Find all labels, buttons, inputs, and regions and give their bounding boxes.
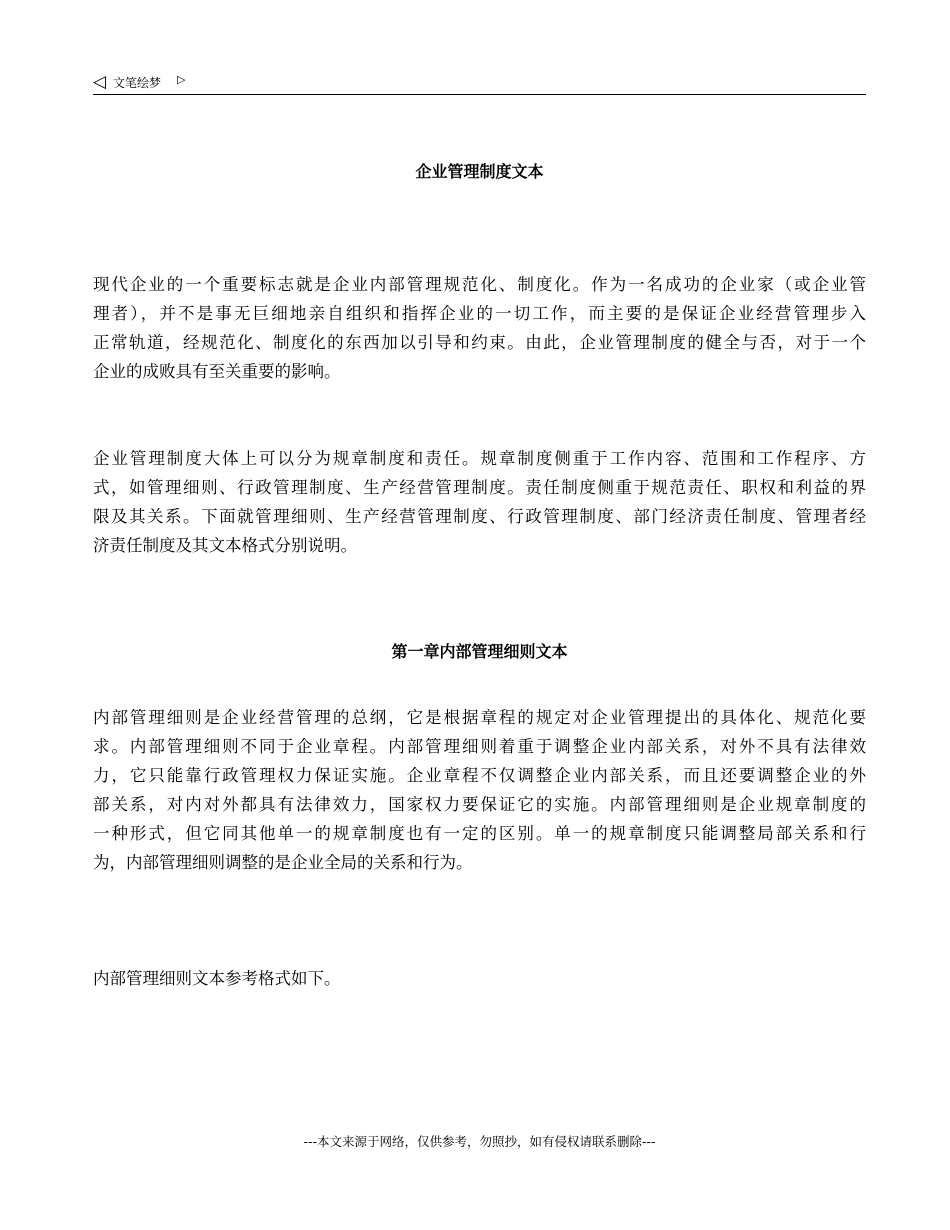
paragraph-line: 式，如管理细则、行政管理制度、生产经营管理制度。责任制度侧重于规范责任、职权和利益的界 <box>93 478 866 497</box>
intro-paragraph-1 <box>93 270 866 386</box>
paragraph-line: 内部管理细则文本参考格式如下。 <box>93 969 341 988</box>
paragraph-line: 内部管理细则是企业经营管理的总纲，它是根据章程的规定对企业管理提出的具体化、规范化要 <box>93 708 866 727</box>
page-header <box>93 72 866 95</box>
footer-disclaimer: ---本文来源于网络，仅供参考，勿照抄，如有侵权请联系删除--- <box>303 1134 656 1149</box>
paragraph-line: 部关系，对内对外都具有法律效力，国家权力要保证它的实施。内部管理细则是企业规章制度的 <box>93 795 866 814</box>
paragraph-line: 为，内部管理细则调整的是企业全局的关系和行为。 <box>93 853 473 872</box>
paragraph-line: 求。内部管理细则不同于企业章程。内部管理细则着重于调整企业内部关系，对外不具有法律效 <box>93 737 866 756</box>
chapter-title: 第一章内部管理细则文本 <box>391 642 568 661</box>
chapter-paragraph-1 <box>93 703 866 877</box>
paragraph-line: 济责任制度及其文本格式分别说明。 <box>93 536 357 555</box>
paragraph-line: 一种形式，但它同其他单一的规章制度也有一定的区别。单一的规章制度只能调整局部关系和行 <box>93 824 866 843</box>
paragraph-line: 限及其关系。下面就管理细则、生产经营管理制度、行政管理制度、部门经济责任制度、管理者经 <box>93 507 866 526</box>
right-triangle-icon: ▷ <box>177 73 186 86</box>
paragraph-line: 力，它只能靠行政管理权力保证实施。企业章程不仅调整企业内部关系，而且还要调整企业的外 <box>93 766 866 785</box>
paragraph-line: 正常轨道，经规范化、制度化的东西加以引导和约束。由此，企业管理制度的健全与否，对于一个 <box>93 333 866 352</box>
paragraph-line: 现代企业的一个重要标志就是企业内部管理规范化、制度化。作为一名成功的企业家（或企业管 <box>93 275 866 294</box>
paragraph-line: 企业管理制度大体上可以分为规章制度和责任。规章制度侧重于工作内容、范围和工作程序、方 <box>93 449 866 468</box>
paragraph-line: 企业的成败具有至关重要的影响。 <box>93 362 341 381</box>
chapter-paragraph-2 <box>93 964 866 993</box>
header-brand: 文笔绘梦 <box>113 76 162 90</box>
paragraph-line: 理者），并不是事无巨细地亲自组织和指挥企业的一切工作，而主要的是保证企业经营管理步入 <box>93 304 866 323</box>
left-triangle-icon: ◁ <box>93 72 107 92</box>
intro-paragraph-2 <box>93 444 866 560</box>
document-title: 企业管理制度文本 <box>415 162 544 181</box>
